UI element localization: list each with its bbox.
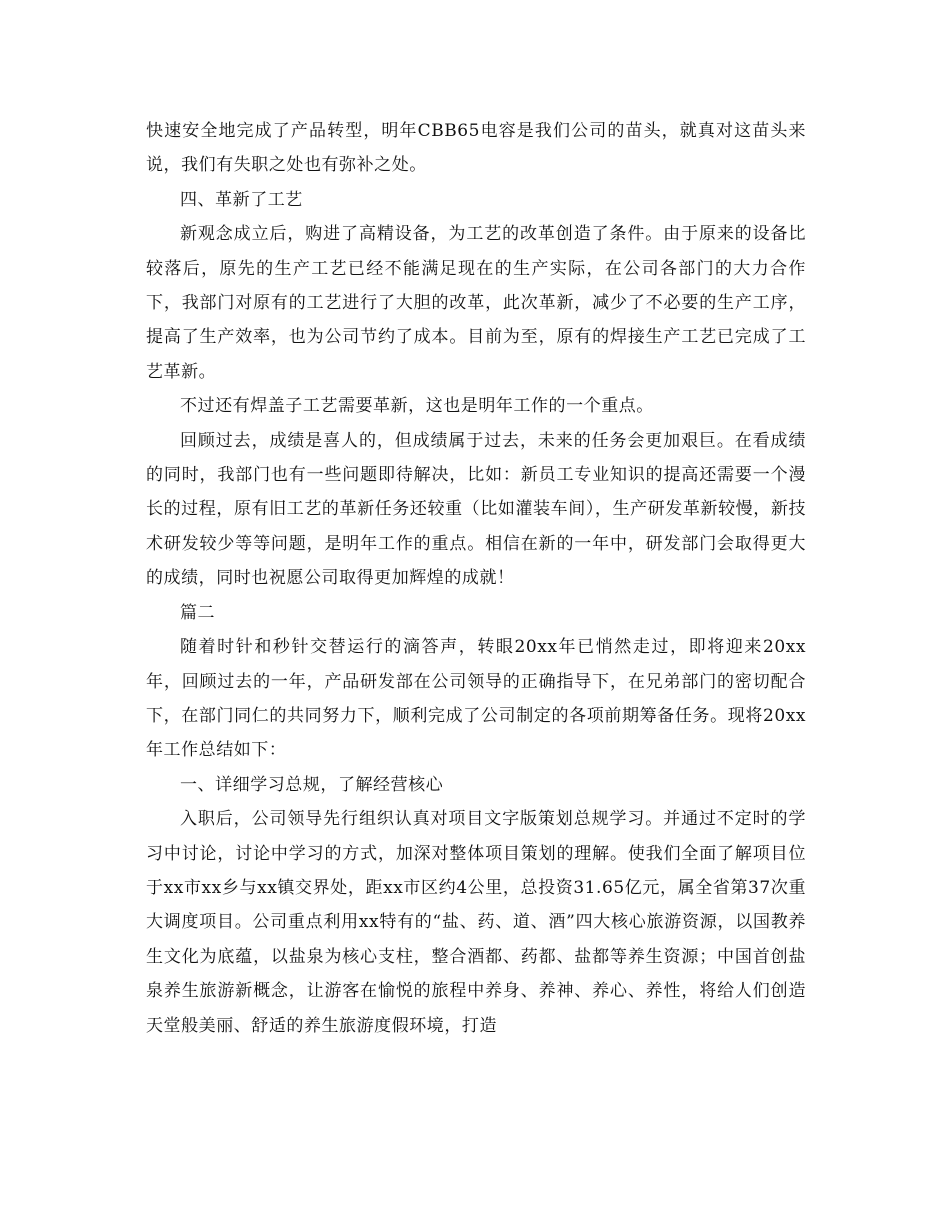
part-heading: 篇二 bbox=[180, 602, 216, 623]
paragraph-4: 回顾过去，成绩是喜人的，但成绩属于过去，未来的任务会更加艰巨。在看成绩的同时，我部门也有一些问题即待解决，比如：新员工专业知识的提高还需要一个漫长的过程，原有旧工艺的革新任务还较重（比如灌装车间），生产研发革新较慢，新技术研发较少等等问题，是明年工作的重点。相信在新的一年中，研发部门会取得更大的成绩，同时也祝愿公司取得更加辉煌的成就！ bbox=[146, 430, 806, 589]
paragraph-1: 快速安全地完成了产品转型，明年CBB65电容是我们公司的苗头，就真对这苗头来说，我们有失职之处也有弥补之处。 bbox=[146, 121, 806, 176]
paragraph-6: 入职后，公司领导先行组织认真对项目文字版策划总规学习。并通过不定时的学习中讨论，讨论中学习的方式，加深对整体项目策划的理解。使我们全面了解项目位于xx市xx乡与xx镇交界处，距xx市区约4公里，总投资31.65亿元，属全省第37次重大调度项目。公司重点利用xx特有的“盐、药、道、酒”四大核心旅游资源，以国教养生文化为底蕴，以盐泉为核心支柱，整合酒都、药都、盐都等养生资源；中国首创盐泉养生旅游新概念，让游客在愉悦的旅程中养身、养神、养心、养性，将给人们创造天堂般美丽、舒适的养生旅游度假环境，打造 bbox=[146, 809, 806, 1036]
paragraph-2: 新观念成立后，购进了高精设备，为工艺的改革创造了条件。由于原来的设备比较落后，原先的生产工艺已经不能满足现在的生产实际，在公司各部门的大力合作下，我部门对原有的工艺进行了大胆的改革，此次革新，减少了不必要的生产工序，提高了生产效率，也为公司节约了成本。目前为至，原有的焊接生产工艺已完成了工艺革新。 bbox=[146, 224, 806, 382]
paragraph-5: 随着时针和秒针交替运行的滴答声，转眼20xx年已悄然走过，即将迎来20xx年，回顾过去的一年，产品研发部在公司领导的正确指导下，在兄弟部门的密切配合下，在部门同仁的共同努力下，顺利完成了公司制定的各项前期筹备任务。现将20xx年工作总结如下： bbox=[146, 637, 806, 761]
section-heading-4: 四、革新了工艺 bbox=[180, 189, 303, 210]
section-heading-1: 一、详细学习总规，了解经营核心 bbox=[180, 774, 444, 795]
paragraph-3: 不过还有焊盖子工艺需要革新，这也是明年工作的一个重点。 bbox=[180, 396, 654, 417]
document-body bbox=[146, 114, 806, 1043]
